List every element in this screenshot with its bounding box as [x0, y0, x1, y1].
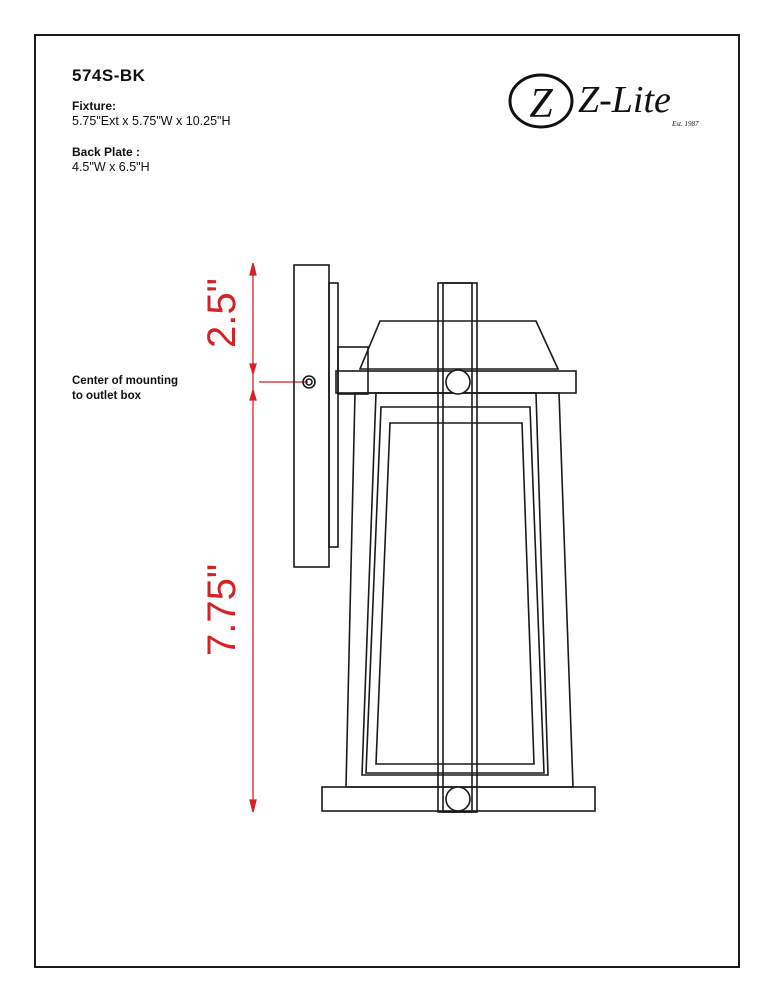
- bottom-finial: [446, 787, 470, 811]
- logo-established: Est. 1987: [672, 120, 699, 128]
- dimension-lines: [250, 263, 308, 812]
- logo-brand-name: Z-Lite: [578, 79, 671, 121]
- dimension-lower-label: 7.75": [200, 563, 244, 656]
- backplate-dimensions: 4.5"W x 6.5"H: [72, 160, 150, 174]
- model-number: 574S-BK: [72, 66, 146, 85]
- dimension-upper-label: 2.5": [200, 278, 244, 348]
- dimension-arrow-mid-down: [250, 390, 256, 400]
- fixture-side-view: [294, 265, 595, 812]
- brand-logo: [510, 75, 699, 128]
- dimension-arrow-bottom: [250, 800, 256, 812]
- glass-panel-inner: [376, 423, 534, 764]
- fixture-dimensions: 5.75"Ext x 5.75"W x 10.25"H: [72, 114, 231, 128]
- back-plate-edge: [329, 283, 338, 547]
- cage-inner-frame: [362, 393, 548, 775]
- top-cap: [360, 321, 558, 369]
- logo-monogram: Z: [529, 81, 553, 127]
- back-plate: [294, 265, 329, 567]
- dimension-arrow-top: [250, 263, 256, 275]
- dimension-arrow-mid-up: [250, 364, 256, 374]
- glass-panel-outer: [366, 407, 544, 773]
- cage-outer-frame: [346, 393, 573, 787]
- mounting-note-line1: Center of mounting: [72, 375, 179, 387]
- fixture-label: Fixture:: [72, 99, 117, 113]
- top-finial: [446, 370, 470, 394]
- backplate-label: Back Plate :: [72, 145, 141, 159]
- mounting-note-line2: to outlet box: [72, 390, 141, 402]
- center-strap: [443, 283, 472, 812]
- center-strap-outline: [438, 283, 477, 812]
